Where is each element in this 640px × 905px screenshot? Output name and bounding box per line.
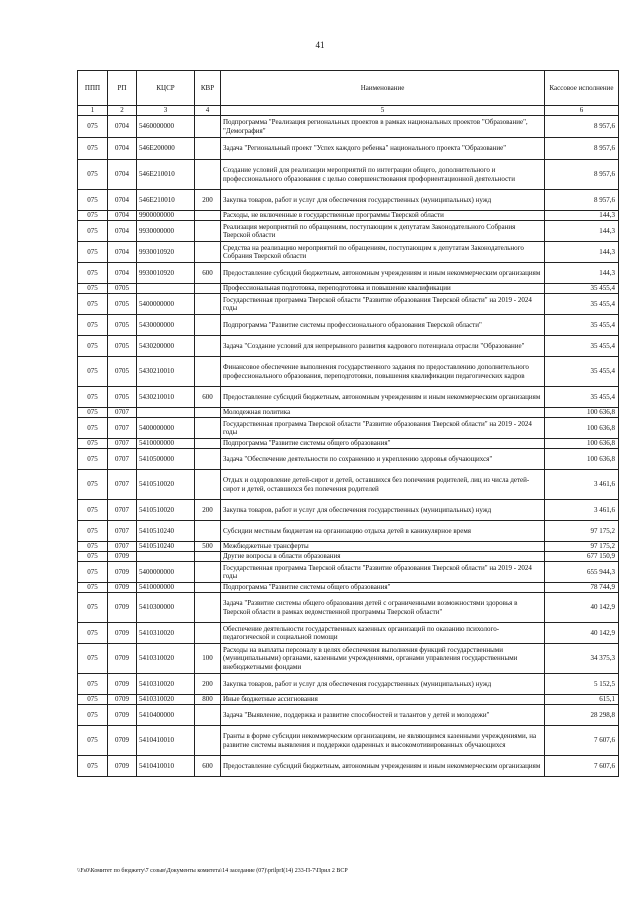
cell-ppp: 075 bbox=[78, 315, 108, 336]
cell-kcsr: 5410310020 bbox=[137, 623, 195, 644]
cell-ppp: 075 bbox=[78, 116, 108, 138]
header-amount: Кассовое исполнение bbox=[545, 71, 619, 106]
cell-rp: 0709 bbox=[108, 644, 137, 674]
cell-kcsr: 5430210010 bbox=[137, 387, 195, 408]
cell-kvr bbox=[195, 242, 221, 263]
cell-kcsr bbox=[137, 408, 195, 418]
file-path-footer: \\Fs0\Комитет по бюджету\7 созыв\Документы комитета\14 заседание (07)\prilprI(14) 233-П-7\Прил 2 ВСР bbox=[77, 868, 348, 874]
cell-kvr bbox=[195, 562, 221, 583]
cell-amount: 8 957,6 bbox=[545, 190, 619, 211]
cell-ppp: 075 bbox=[78, 336, 108, 357]
cell-kvr bbox=[195, 705, 221, 726]
table-row bbox=[78, 470, 619, 500]
cell-ppp: 075 bbox=[78, 160, 108, 190]
cell-kvr: 200 bbox=[195, 500, 221, 521]
cell-amount: 100 636,8 bbox=[545, 418, 619, 439]
cell-kcsr: 5400000000 bbox=[137, 562, 195, 583]
cell-ppp: 075 bbox=[78, 705, 108, 726]
cell-amount: 5 152,5 bbox=[545, 674, 619, 695]
cell-amount: 35 455,4 bbox=[545, 315, 619, 336]
table-row bbox=[78, 552, 619, 562]
header-rp: РП bbox=[108, 71, 137, 106]
cell-kcsr: 5400000000 bbox=[137, 418, 195, 439]
cell-rp: 0707 bbox=[108, 500, 137, 521]
cell-rp: 0704 bbox=[108, 221, 137, 242]
cell-rp: 0707 bbox=[108, 408, 137, 418]
cell-name: Закупка товаров, работ и услуг для обеспечения государственных (муниципальных) нужд bbox=[221, 190, 545, 211]
table-row bbox=[78, 623, 619, 644]
cell-amount: 100 636,8 bbox=[545, 449, 619, 470]
cell-kvr: 600 bbox=[195, 387, 221, 408]
cell-kvr bbox=[195, 583, 221, 593]
cell-ppp: 075 bbox=[78, 623, 108, 644]
cell-name: Подпрограмма "Реализация региональных проектов в рамках национальных проектов "Образование", "Демография" bbox=[221, 116, 545, 138]
column-number: 2 bbox=[108, 106, 137, 116]
table-row bbox=[78, 242, 619, 263]
cell-amount: 144,3 bbox=[545, 211, 619, 221]
cell-kcsr: 546E210010 bbox=[137, 190, 195, 211]
cell-ppp: 075 bbox=[78, 674, 108, 695]
table-row bbox=[78, 160, 619, 190]
header-kcsr: КЦСР bbox=[137, 71, 195, 106]
cell-name: Молодежная политика bbox=[221, 408, 545, 418]
table-row bbox=[78, 705, 619, 726]
cell-ppp: 075 bbox=[78, 408, 108, 418]
cell-kvr: 200 bbox=[195, 674, 221, 695]
table-row bbox=[78, 221, 619, 242]
cell-name: Создание условий для реализации мероприятий по интеграции общего, дополнительного и профессионального образования с целью совершенствования профориентационной деятельности bbox=[221, 160, 545, 190]
cell-kcsr: 5430210010 bbox=[137, 357, 195, 387]
cell-name: Государственная программа Тверской области "Развитие образования Тверской области" на 2019 - 2024 годы bbox=[221, 294, 545, 315]
cell-rp: 0704 bbox=[108, 263, 137, 284]
cell-rp: 0705 bbox=[108, 284, 137, 294]
cell-name: Задача "Выявление, поддержка и развитие способностей и талантов у детей и молодежи" bbox=[221, 705, 545, 726]
cell-amount: 144,3 bbox=[545, 221, 619, 242]
cell-kvr bbox=[195, 449, 221, 470]
cell-ppp: 075 bbox=[78, 552, 108, 562]
cell-ppp: 075 bbox=[78, 294, 108, 315]
cell-name: Обеспечение деятельности государственных казенных организаций по оказанию психолого-педагогической и социальной помощи bbox=[221, 623, 545, 644]
cell-kvr bbox=[195, 160, 221, 190]
cell-kcsr: 5410410010 bbox=[137, 726, 195, 756]
cell-kcsr: 5410510240 bbox=[137, 521, 195, 542]
cell-rp: 0709 bbox=[108, 562, 137, 583]
table-row bbox=[78, 387, 619, 408]
table-row bbox=[78, 542, 619, 552]
cell-kcsr bbox=[137, 552, 195, 562]
table-row bbox=[78, 562, 619, 583]
page-number: 41 bbox=[315, 40, 325, 50]
cell-amount: 28 298,8 bbox=[545, 705, 619, 726]
cell-kvr bbox=[195, 418, 221, 439]
cell-name: Закупка товаров, работ и услуг для обеспечения государственных (муниципальных) нужд bbox=[221, 674, 545, 695]
cell-kvr bbox=[195, 593, 221, 623]
cell-ppp: 075 bbox=[78, 439, 108, 449]
cell-amount: 78 744,9 bbox=[545, 583, 619, 593]
cell-ppp: 075 bbox=[78, 138, 108, 160]
cell-kvr: 600 bbox=[195, 263, 221, 284]
cell-rp: 0707 bbox=[108, 542, 137, 552]
cell-name: Подпрограмма "Развитие системы общего образования" bbox=[221, 439, 545, 449]
cell-rp: 0704 bbox=[108, 242, 137, 263]
cell-kcsr: 5430200000 bbox=[137, 336, 195, 357]
table-row bbox=[78, 439, 619, 449]
cell-kvr bbox=[195, 284, 221, 294]
cell-rp: 0705 bbox=[108, 294, 137, 315]
cell-ppp: 075 bbox=[78, 593, 108, 623]
cell-rp: 0709 bbox=[108, 674, 137, 695]
column-number: 5 bbox=[221, 106, 545, 116]
column-number-row bbox=[78, 106, 619, 116]
cell-ppp: 075 bbox=[78, 263, 108, 284]
cell-name: Государственная программа Тверской области "Развитие образования Тверской области" на 2019 - 2024 годы bbox=[221, 418, 545, 439]
cell-rp: 0709 bbox=[108, 552, 137, 562]
cell-name: Закупка товаров, работ и услуг для обеспечения государственных (муниципальных) нужд bbox=[221, 500, 545, 521]
cell-kvr bbox=[195, 211, 221, 221]
cell-kvr bbox=[195, 552, 221, 562]
table-row bbox=[78, 644, 619, 674]
cell-amount: 655 944,3 bbox=[545, 562, 619, 583]
cell-kcsr: 9930010920 bbox=[137, 242, 195, 263]
cell-amount: 34 375,3 bbox=[545, 644, 619, 674]
cell-name: Финансовое обеспечение выполнения государственного задания по предоставлению дополнительного профессионального образования, переподготовки, повышения квалификации педагогических кадров bbox=[221, 357, 545, 387]
table-row bbox=[78, 190, 619, 211]
cell-kvr bbox=[195, 138, 221, 160]
cell-ppp: 075 bbox=[78, 357, 108, 387]
cell-kcsr: 5410510020 bbox=[137, 500, 195, 521]
cell-kcsr: 546E200000 bbox=[137, 138, 195, 160]
column-number: 3 bbox=[137, 106, 195, 116]
table-row bbox=[78, 116, 619, 138]
cell-kcsr: 5460000000 bbox=[137, 116, 195, 138]
cell-rp: 0709 bbox=[108, 726, 137, 756]
cell-amount: 3 461,6 bbox=[545, 470, 619, 500]
cell-name: Отдых и оздоровление детей-сирот и детей, оставшихся без попечения родителей, лиц из числа детей-сирот и детей, оставшихся без попечения родителей bbox=[221, 470, 545, 500]
cell-rp: 0709 bbox=[108, 695, 137, 705]
cell-kvr bbox=[195, 357, 221, 387]
cell-amount: 8 957,6 bbox=[545, 116, 619, 138]
cell-name: Подпрограмма "Развитие системы профессионального образования Тверской области" bbox=[221, 315, 545, 336]
cell-ppp: 075 bbox=[78, 221, 108, 242]
cell-rp: 0707 bbox=[108, 521, 137, 542]
cell-kvr: 800 bbox=[195, 695, 221, 705]
column-number: 6 bbox=[545, 106, 619, 116]
header-ppp: ППП bbox=[78, 71, 108, 106]
cell-ppp: 075 bbox=[78, 190, 108, 211]
cell-rp: 0705 bbox=[108, 387, 137, 408]
cell-rp: 0704 bbox=[108, 211, 137, 221]
cell-kcsr: 5410410010 bbox=[137, 756, 195, 777]
cell-amount: 144,3 bbox=[545, 263, 619, 284]
cell-kvr: 200 bbox=[195, 190, 221, 211]
cell-name: Расходы, не включенные в государственные программы Тверской области bbox=[221, 211, 545, 221]
cell-kvr bbox=[195, 521, 221, 542]
cell-name: Задача "Обеспечение деятельности по сохранению и укреплению здоровья обучающихся" bbox=[221, 449, 545, 470]
table-row bbox=[78, 336, 619, 357]
cell-ppp: 075 bbox=[78, 387, 108, 408]
cell-name: Расходы на выплаты персоналу в целях обеспечения выполнения функций государственными (муниципальными) органами, казенными учреждениями, органами управления государственными внебюджетными фондами bbox=[221, 644, 545, 674]
table-row bbox=[78, 726, 619, 756]
cell-name: Реализация мероприятий по обращениям, поступающим к депутатам Законодательного Собрания Тверской области bbox=[221, 221, 545, 242]
cell-kcsr: 5410000000 bbox=[137, 439, 195, 449]
table-row bbox=[78, 583, 619, 593]
cell-ppp: 075 bbox=[78, 644, 108, 674]
table-row bbox=[78, 500, 619, 521]
cell-name: Средства на реализацию мероприятий по обращениям, поступающим к депутатам Законодательного Собрания Тверской области bbox=[221, 242, 545, 263]
cell-name: Предоставление субсидий бюджетным, автономным учреждениям и иным некоммерческим организациям bbox=[221, 756, 545, 777]
cell-kcsr: 9900000000 bbox=[137, 211, 195, 221]
cell-name: Гранты в форме субсидии некоммерческим организациям, не являющимся казенными учреждениями, на развитие системы выявления и поддержки одаренных и высокомотивированных обучающихся bbox=[221, 726, 545, 756]
cell-ppp: 075 bbox=[78, 695, 108, 705]
cell-kcsr: 546E210010 bbox=[137, 160, 195, 190]
table-row bbox=[78, 211, 619, 221]
cell-name: Задача "Развитие системы общего образования детей с ограниченными возможностями здоровья в Тверской области в рамках ведомственной программы Тверской области" bbox=[221, 593, 545, 623]
cell-rp: 0705 bbox=[108, 315, 137, 336]
cell-kcsr: 5410500000 bbox=[137, 449, 195, 470]
cell-amount: 7 607,6 bbox=[545, 726, 619, 756]
cell-ppp: 075 bbox=[78, 542, 108, 552]
table-row bbox=[78, 294, 619, 315]
header-kvr: КВР bbox=[195, 71, 221, 106]
cell-name: Подпрограмма "Развитие системы общего образования" bbox=[221, 583, 545, 593]
cell-kcsr: 5410000000 bbox=[137, 583, 195, 593]
cell-name: Другие вопросы в области образования bbox=[221, 552, 545, 562]
cell-kvr bbox=[195, 294, 221, 315]
cell-ppp: 075 bbox=[78, 242, 108, 263]
cell-kcsr: 9930010920 bbox=[137, 263, 195, 284]
cell-amount: 40 142,9 bbox=[545, 623, 619, 644]
cell-rp: 0705 bbox=[108, 336, 137, 357]
cell-amount: 615,1 bbox=[545, 695, 619, 705]
cell-kvr bbox=[195, 439, 221, 449]
cell-kcsr: 5410400000 bbox=[137, 705, 195, 726]
cell-kcsr: 5410300000 bbox=[137, 593, 195, 623]
cell-kvr: 600 bbox=[195, 756, 221, 777]
cell-kvr: 100 bbox=[195, 644, 221, 674]
column-number: 1 bbox=[78, 106, 108, 116]
cell-name: Иные бюджетные ассигнования bbox=[221, 695, 545, 705]
cell-kvr bbox=[195, 221, 221, 242]
table-row bbox=[78, 674, 619, 695]
cell-ppp: 075 bbox=[78, 284, 108, 294]
cell-kvr bbox=[195, 726, 221, 756]
cell-name: Межбюджетные трансферты bbox=[221, 542, 545, 552]
cell-kvr bbox=[195, 623, 221, 644]
cell-rp: 0707 bbox=[108, 439, 137, 449]
cell-rp: 0709 bbox=[108, 705, 137, 726]
cell-amount: 144,3 bbox=[545, 242, 619, 263]
cell-rp: 0709 bbox=[108, 593, 137, 623]
cell-ppp: 075 bbox=[78, 756, 108, 777]
cell-kcsr: 5410310020 bbox=[137, 695, 195, 705]
cell-rp: 0709 bbox=[108, 756, 137, 777]
cell-name: Задача "Региональный проект "Успех каждого ребенка" национального проекта "Образование" bbox=[221, 138, 545, 160]
cell-name: Предоставление субсидий бюджетным, автономным учреждениям и иным некоммерческим организациям bbox=[221, 387, 545, 408]
cell-ppp: 075 bbox=[78, 521, 108, 542]
cell-kcsr bbox=[137, 284, 195, 294]
cell-amount: 97 175,2 bbox=[545, 542, 619, 552]
table-row bbox=[78, 357, 619, 387]
cell-amount: 35 455,4 bbox=[545, 284, 619, 294]
cell-ppp: 075 bbox=[78, 500, 108, 521]
cell-ppp: 075 bbox=[78, 211, 108, 221]
cell-kvr bbox=[195, 116, 221, 138]
cell-rp: 0709 bbox=[108, 583, 137, 593]
table-row bbox=[78, 756, 619, 777]
table-row bbox=[78, 593, 619, 623]
cell-amount: 35 455,4 bbox=[545, 357, 619, 387]
table-row bbox=[78, 138, 619, 160]
cell-kcsr: 5410510240 bbox=[137, 542, 195, 552]
cell-kvr: 500 bbox=[195, 542, 221, 552]
cell-amount: 677 150,9 bbox=[545, 552, 619, 562]
table-row bbox=[78, 263, 619, 284]
cell-amount: 35 455,4 bbox=[545, 387, 619, 408]
cell-name: Субсидии местным бюджетам на организацию отдыха детей в каникулярное время bbox=[221, 521, 545, 542]
cell-kcsr: 5400000000 bbox=[137, 294, 195, 315]
cell-ppp: 075 bbox=[78, 470, 108, 500]
cell-name: Профессиональная подготовка, переподготовка и повышение квалификации bbox=[221, 284, 545, 294]
table-row bbox=[78, 449, 619, 470]
cell-ppp: 075 bbox=[78, 449, 108, 470]
cell-amount: 7 607,6 bbox=[545, 756, 619, 777]
cell-kcsr: 5410310020 bbox=[137, 674, 195, 695]
table-row bbox=[78, 418, 619, 439]
cell-name: Предоставление субсидий бюджетным, автономным учреждениям и иным некоммерческим организациям bbox=[221, 263, 545, 284]
cell-rp: 0707 bbox=[108, 418, 137, 439]
cell-amount: 8 957,6 bbox=[545, 138, 619, 160]
cell-ppp: 075 bbox=[78, 583, 108, 593]
cell-rp: 0707 bbox=[108, 470, 137, 500]
cell-amount: 97 175,2 bbox=[545, 521, 619, 542]
cell-amount: 40 142,9 bbox=[545, 593, 619, 623]
table-row bbox=[78, 284, 619, 294]
table-row bbox=[78, 315, 619, 336]
cell-rp: 0707 bbox=[108, 449, 137, 470]
cell-kcsr: 5410310020 bbox=[137, 644, 195, 674]
cell-amount: 100 636,8 bbox=[545, 439, 619, 449]
cell-kvr bbox=[195, 336, 221, 357]
cell-kvr bbox=[195, 470, 221, 500]
cell-amount: 35 455,4 bbox=[545, 294, 619, 315]
table-row bbox=[78, 521, 619, 542]
column-number: 4 bbox=[195, 106, 221, 116]
cell-rp: 0709 bbox=[108, 623, 137, 644]
cell-amount: 100 636,8 bbox=[545, 408, 619, 418]
table-row bbox=[78, 408, 619, 418]
cell-rp: 0704 bbox=[108, 138, 137, 160]
cell-kvr bbox=[195, 315, 221, 336]
cell-kcsr: 5430000000 bbox=[137, 315, 195, 336]
cell-name: Задача "Создание условий для непрерывного развития кадрового потенциала отрасли "Образование" bbox=[221, 336, 545, 357]
header-row bbox=[78, 71, 619, 106]
cell-rp: 0704 bbox=[108, 116, 137, 138]
cell-rp: 0704 bbox=[108, 160, 137, 190]
cell-kcsr: 5410510020 bbox=[137, 470, 195, 500]
cell-rp: 0705 bbox=[108, 357, 137, 387]
cell-amount: 3 461,6 bbox=[545, 500, 619, 521]
cell-rp: 0704 bbox=[108, 190, 137, 211]
cell-ppp: 075 bbox=[78, 726, 108, 756]
cell-amount: 8 957,6 bbox=[545, 160, 619, 190]
table-row bbox=[78, 695, 619, 705]
cell-name: Государственная программа Тверской области "Развитие образования Тверской области" на 2019 - 2024 годы bbox=[221, 562, 545, 583]
cell-ppp: 075 bbox=[78, 562, 108, 583]
cell-ppp: 075 bbox=[78, 418, 108, 439]
cell-kcsr: 9930000000 bbox=[137, 221, 195, 242]
cell-kvr bbox=[195, 408, 221, 418]
budget-table bbox=[77, 70, 619, 777]
cell-amount: 35 455,4 bbox=[545, 336, 619, 357]
header-name: Наименование bbox=[221, 71, 545, 106]
